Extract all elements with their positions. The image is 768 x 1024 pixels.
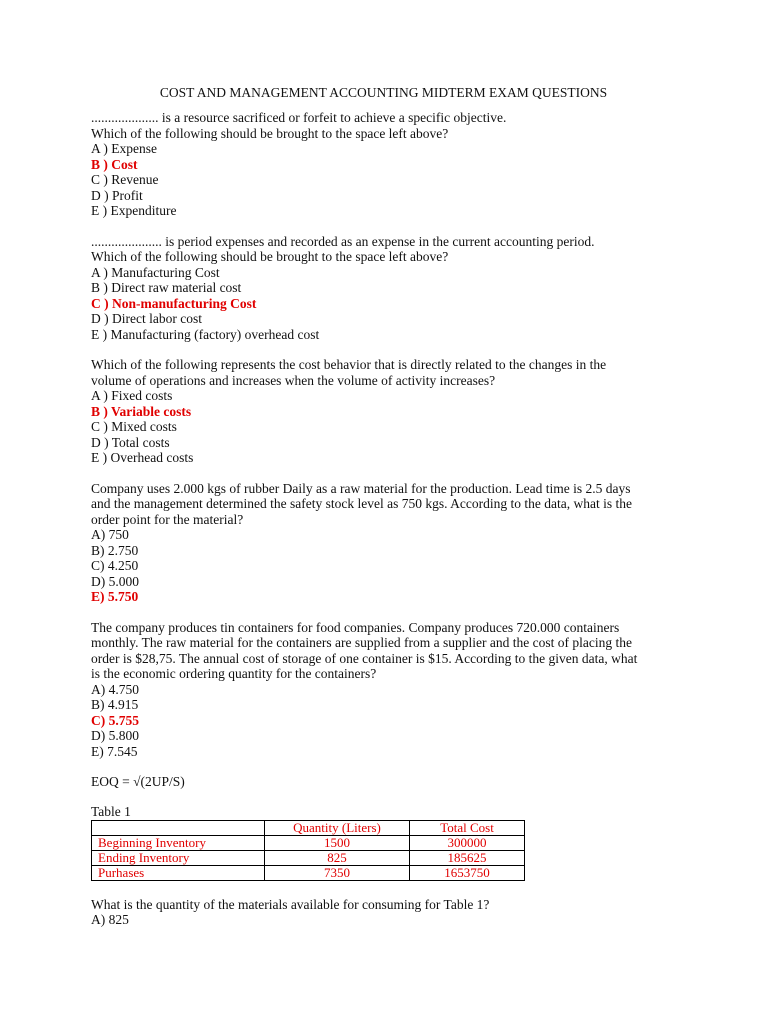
- correct-option: C) 5.755: [91, 712, 139, 728]
- question-text: The company produces tin containers for food companies. Company produces 720.000 containers: [91, 619, 620, 635]
- table-row: [92, 835, 525, 850]
- table-header-cell: Quantity (Liters): [265, 820, 410, 835]
- question-1: [91, 110, 676, 219]
- correct-option: C ) Non-manufacturing Cost: [91, 295, 257, 311]
- question-text: .................... is a resource sacrificed or forfeit to achieve a specific objective.: [91, 110, 507, 125]
- correct-option: E) 5.750: [91, 589, 139, 604]
- inventory-table: [91, 820, 525, 881]
- question-text: monthly. The raw material for the containers are supplied from a supplier and the cost of placing the: [91, 635, 632, 650]
- option: E ) Overhead costs: [91, 450, 194, 465]
- question-text: ..................... is period expenses and recorded as an expense in the current accounting period.: [91, 233, 595, 249]
- question-text: is the economic ordering quantity for the containers?: [91, 666, 377, 681]
- question-6: [91, 897, 676, 928]
- option: B) 2.750: [91, 542, 139, 558]
- question-text: order is $28,75. The annual cost of storage of one container is $15. According to the given data, what: [91, 650, 638, 666]
- option: C ) Mixed costs: [91, 419, 177, 434]
- correct-option: B ) Cost: [91, 156, 138, 172]
- option: D ) Direct labor cost: [91, 311, 202, 326]
- question-text: and the management determined the safety stock level as 750 kgs. According to the data, what is the: [91, 496, 632, 511]
- option: A) 825: [91, 912, 129, 927]
- table-cell: 1653750: [410, 865, 525, 880]
- question-2: [91, 234, 676, 343]
- question-4: [91, 481, 676, 605]
- exam-page: [91, 85, 676, 943]
- correct-option: B ) Variable costs: [91, 403, 192, 419]
- table-cell: Beginning Inventory: [92, 835, 265, 850]
- question-text: volume of operations and increases when the volume of activity increases?: [91, 372, 496, 388]
- option: E ) Expenditure: [91, 203, 177, 218]
- question-text: Which of the following should be brought to the space left above?: [91, 249, 449, 264]
- option: E ) Manufacturing (factory) overhead cost: [91, 326, 320, 342]
- option: D ) Total costs: [91, 434, 170, 450]
- question-text: Which of the following should be brought to the space left above?: [91, 125, 449, 141]
- table-cell: 1500: [265, 835, 410, 850]
- option: A) 4.750: [91, 681, 139, 697]
- option: B ) Direct raw material cost: [91, 280, 242, 295]
- table-header-row: [92, 820, 525, 835]
- option: C) 4.250: [91, 558, 139, 573]
- table-caption: Table 1: [91, 803, 131, 819]
- question-5: [91, 620, 676, 760]
- option: D) 5.800: [91, 728, 139, 743]
- option: D) 5.000: [91, 573, 139, 589]
- option: A ) Manufacturing Cost: [91, 264, 220, 280]
- option: D ) Profit: [91, 187, 143, 203]
- question-text: What is the quantity of the materials available for consuming for Table 1?: [91, 896, 490, 912]
- question-text: order point for the material?: [91, 511, 244, 527]
- table-header-cell: [92, 820, 265, 835]
- eoq-formula: EOQ = √(2UP/S): [91, 774, 185, 789]
- table-cell: 7350: [265, 865, 410, 880]
- option: C ) Revenue: [91, 172, 159, 187]
- option: E) 7.545: [91, 743, 138, 759]
- page-title: COST AND MANAGEMENT ACCOUNTING MIDTERM EXAM QUESTIONS: [159, 85, 608, 100]
- table-cell: 185625: [410, 850, 525, 865]
- option: A) 750: [91, 527, 129, 542]
- table-cell: 825: [265, 850, 410, 865]
- table-row: [92, 865, 525, 880]
- question-3: [91, 357, 676, 466]
- table-cell: Purhases: [92, 865, 265, 880]
- table-header-cell: Total Cost: [410, 820, 525, 835]
- question-text: Which of the following represents the cost behavior that is directly related to the changes in the: [91, 357, 607, 372]
- option: B) 4.915: [91, 697, 139, 712]
- table-cell: Ending Inventory: [92, 850, 265, 865]
- option: A ) Expense: [91, 141, 157, 156]
- table-row: [92, 850, 525, 865]
- option: A ) Fixed costs: [91, 388, 173, 403]
- table-cell: 300000: [410, 835, 525, 850]
- question-text: Company uses 2.000 kgs of rubber Daily as a raw material for the production. Lead time is 2.5 days: [91, 480, 631, 496]
